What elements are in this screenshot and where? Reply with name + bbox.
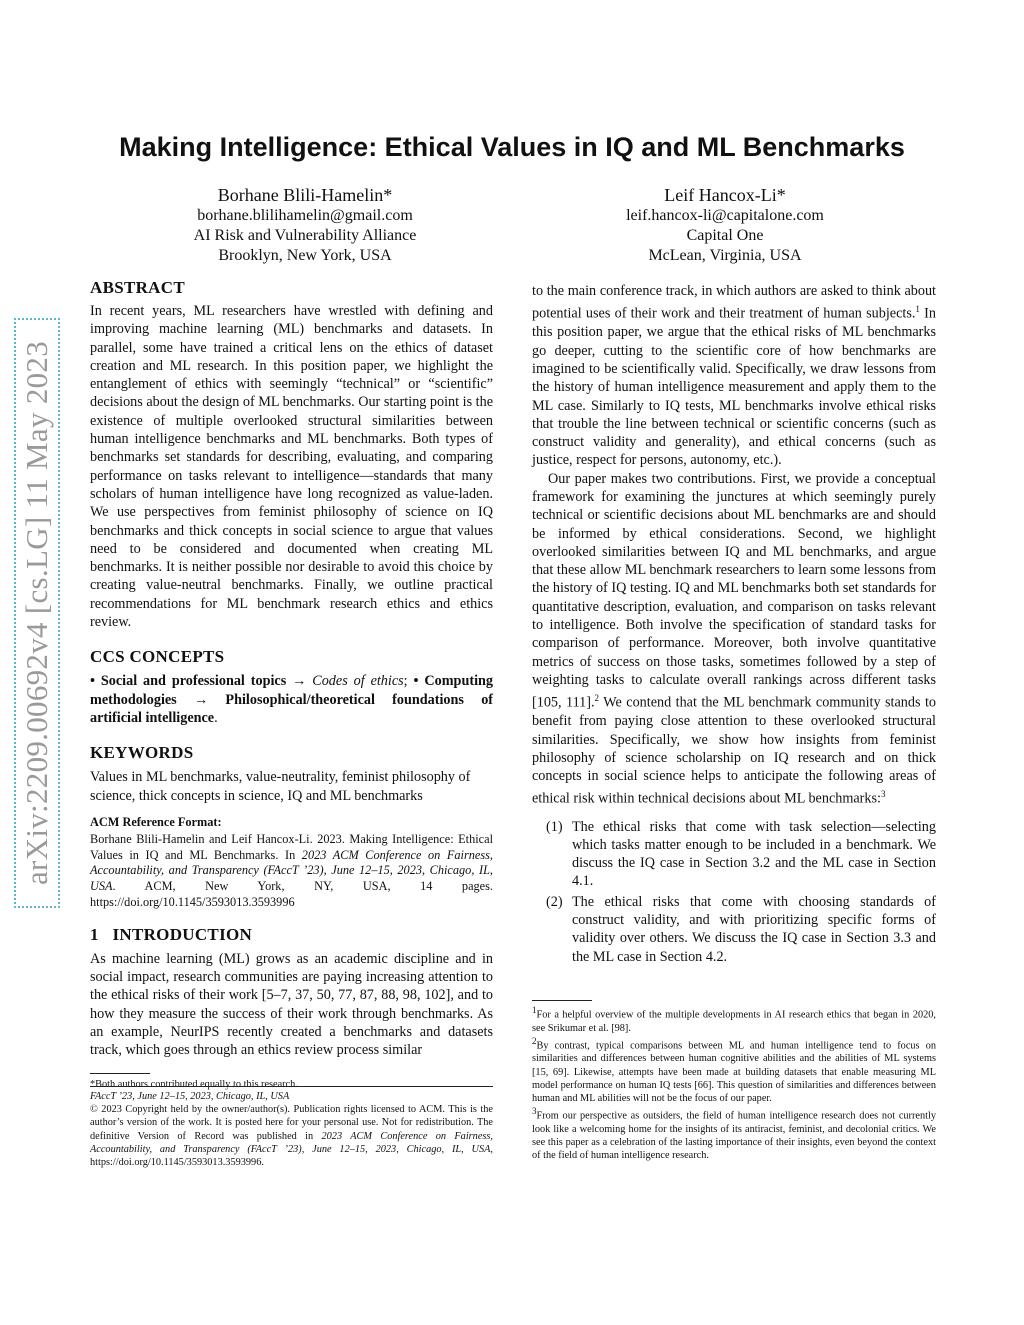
paper-title: Making Intelligence: Ethical Values in IQ and ML Benchmarks [119, 132, 905, 162]
intro-text: Our paper makes two contributions. First, we provide a conceptual framework for examining the junctures at which seemingly purely technical or scientific decisions about ML benchmarks are and should be informed by ethical considerations. Second, we highlight overlooked similarities between IQ and ML benchmarks, and argue that these allow ML benchmark researchers to learn some lessons from the history of IQ testing. IQ and ML benchmarks both set standards for quantitative description, evaluation, and comparison on tasks relevant to intelligence. Both involve the specification of standard tasks for comparison of performance. Moreover, both involve quantitative metrics of success on those tasks, sometimes followed by a step of weighting tasks to calculate overall rankings across different tasks [105, 111]. [532, 470, 936, 711]
intro-text: In this position paper, we argue that the ethical risks of ML benchmarks go deeper, cutting to the scientific core of how benchmarks are imagined to be scientifically valid. Specifically, we draw lessons from the history of human intelligence measurement and apply them to the ML case. Similarly to IQ tests, ML benchmarks involve ethical risks that trouble the line between technical or scientific concerns (such as construct validity and generality), and ethical concerns (such as justice, respect for persons, autonomy, etc.). [532, 306, 936, 469]
footnote-ref: 2 [594, 693, 600, 704]
footnote-number: 3 [532, 1106, 537, 1117]
ccs-arrow: → [176, 691, 226, 708]
list-item [532, 818, 936, 891]
ccs-end: . [214, 709, 218, 726]
footnote-1 [532, 1004, 936, 1035]
list-item-number: (1) [546, 818, 563, 835]
copyright-footer [90, 1086, 493, 1169]
footnote-number: 1 [532, 1004, 537, 1015]
keywords-text: Values in ML benchmarks, value-neutrality, feminist philosophy of science, thick concepts in science, IQ and ML benchmarks [90, 769, 471, 804]
left-column [90, 278, 493, 1091]
author-block-1 [160, 184, 450, 266]
footer-conference-text: FAccT ’23, June 12–15, 2023, Chicago, IL, USA [90, 1091, 290, 1102]
footnote-rule [90, 1073, 150, 1074]
footnote-2 [532, 1035, 936, 1105]
abstract-text: In recent years, ML researchers have wrestled with defining and improving machine learning (ML) benchmarks and datasets. In parallel, some have trained a critical lens on the ethics of dataset creation and ML research. In this position paper, we highlight the entanglement of ethics with seemingly “technical” or “scientific” decisions about the design of ML benchmarks. Our starting point is the existence of multiple overlooked structural similarities between human intelligence benchmarks and ML benchmarks. Both types of benchmarks set standards for describing, evaluating, and comparing performance on tasks relevant to intelligence—standards that many scholars of human intelligence have long recognized as value-laden. We use perspectives from feminist philosophy of science on IQ benchmarks and thick concepts in social science to argue that values need to be considered and documented when creating ML benchmarks. It is neither possible nor desirable to avoid this choice by creating value-neutral benchmarks. Finally, we outline practical recommendations for ML benchmark research ethics and ethics review. [90, 303, 493, 631]
author-email: leif.hancox-li@capitalone.com [626, 207, 824, 224]
acm-ref-venue: 2023 ACM Conference on Fairness, Accountability, and Transparency (FAccT ’23), June 12–15, 2023, Chicago, IL, USA [90, 847, 494, 894]
intro-text: to the main conference track, in which authors are asked to think about potential uses of their work and their treatment of human subjects. [532, 283, 936, 323]
ccs-concepts [90, 672, 493, 727]
arxiv-stamp-text: arXiv:2209.00692v4 [cs.LG] 11 May 2023 [19, 340, 54, 886]
author-email: borhane.blilihamelin@gmail.com [197, 207, 413, 224]
ccs-topic-1: • Social and professional topics [90, 673, 287, 690]
footer-venue: 2023 ACM Conference on Fairness, Accountability, and Transparency (FAccT ’23), June 12–15, 2023, Chicago, IL, USA [90, 1130, 493, 1155]
intro-heading-text: INTRODUCTION [112, 924, 253, 944]
ccs-arrow: → [286, 673, 313, 690]
list-item-text: The ethical risks that come with choosing standards of construct validity, and with prioritizing specific forms of validity over others. We discuss the IQ case in Section 3.3 and the ML case in Section 4.2. [572, 893, 936, 965]
risk-list [532, 818, 936, 966]
keywords-heading: KEYWORDS [90, 743, 194, 763]
footer-rule [90, 1086, 493, 1087]
footnote-text: From our perspective as outsiders, the field of human intelligence research does not currently look like a welcoming home for the insights of its antiracist, feminist, and decolonial critics. We see this paper as a celebration of the lasting importance of their insights, even beyond the context of the field of human intelligence research. [532, 1110, 936, 1162]
acm-ref-heading: ACM Reference Format: [90, 814, 222, 829]
footnote-ref: 1 [915, 304, 920, 315]
footnote-equal-contribution: *Both authors contributed equally to this research. [90, 1078, 298, 1090]
footer-copyright-text: © 2023 Copyright held by the owner/author(s). Publication rights licensed to ACM. This is the author’s version of the work. It is posted here for your personal use. Not for redistribution. The definitive Version of Record was published in [90, 1104, 493, 1142]
ccs-topic-2: • Computing methodologies [90, 673, 493, 708]
list-item-text: The ethical risks that come with task selection—selecting which tasks matter enough to be included in a benchmark. We discuss the IQ case in Section 3.2 and the ML case in Section 4.1. [572, 818, 936, 890]
author-block-2 [580, 184, 870, 266]
author-name: Leif Hancox-Li* [664, 185, 786, 205]
author-affiliation: AI Risk and Vulnerability Alliance [193, 227, 417, 244]
footer-conference [90, 1090, 493, 1103]
author-location: McLean, Virginia, USA [648, 247, 802, 264]
footnote-ref: 3 [880, 789, 886, 800]
abstract-heading: ABSTRACT [90, 278, 185, 297]
right-column [532, 278, 936, 1162]
footnote-text: By contrast, typical comparisons between ML and human intelligence tend to focus on similarities and differences between human cognitive abilities and the abilities of ML systems [15, 69]. Likewise, attempts have been made at building datasets that enable measuring ML model performance on human IQ tests [66]. This question of similarities and differences between human and ML abilities will not be the focus of our paper. [532, 1040, 936, 1104]
arxiv-stamp [14, 318, 60, 908]
intro-heading [90, 925, 493, 945]
footer-doi: , https://doi.org/10.1145/3593013.3593996. [90, 1143, 493, 1169]
acm-ref-doi: . ACM, New York, NY, USA, 14 pages. https://doi.org/10.1145/3593013.3593996 [90, 879, 493, 910]
footnote-number: 2 [532, 1035, 537, 1046]
intro-heading-number: 1 [90, 924, 99, 944]
author-name: Borhane Blili-Hamelin* [217, 185, 393, 205]
footnote-text: For a helpful overview of the multiple developments in AI research ethics that began in 2020, see Srikumar et al. [98]. [532, 1009, 936, 1034]
list-item-number: (2) [546, 893, 563, 910]
intro-text: We contend that the ML benchmark community stands to benefit from paying close attention to these overlooked structural similarities. Specifically, we show how insights from feminist philosophy of science scholarship on IQ research and on thick concepts in social science helps to anticipate the following areas of ethical risk within technical decisions about ML benchmarks: [532, 695, 936, 808]
list-item [532, 893, 936, 966]
acm-ref-authors: Borhane Blili-Hamelin and Leif Hancox-Li. 2023. Making Intelligence: Ethical Values in IQ and ML Benchmarks. In [90, 831, 493, 862]
acm-ref-text [90, 832, 493, 911]
intro-paragraph-1: As machine learning (ML) grows as an academic discipline and in social impact, research communities are paying increasing attention to the ethical risks of their work [5–7, 37, 50, 77, 87, 88, 98, 102], and to how they measure the success of their work through benchmarks. As an example, NeurIPS recently created a benchmarks and datasets track, which goes through an ethics review process similar [90, 950, 493, 1059]
footnote-rule [532, 1000, 592, 1001]
author-location: Brooklyn, New York, USA [218, 247, 392, 264]
ccs-subtopic-2: Philosophical/theoretical foundations of artificial intelligence [90, 691, 494, 726]
intro-paragraph-1-continued [532, 282, 936, 470]
footer-copyright [90, 1103, 493, 1169]
ccs-separator: ; [403, 673, 414, 690]
footnote-3 [532, 1105, 936, 1162]
author-affiliation: Capital One [686, 227, 764, 244]
ccs-subtopic-1: Codes of ethics [312, 673, 404, 690]
ccs-heading: CCS CONCEPTS [90, 647, 225, 667]
intro-paragraph-2 [532, 470, 936, 809]
